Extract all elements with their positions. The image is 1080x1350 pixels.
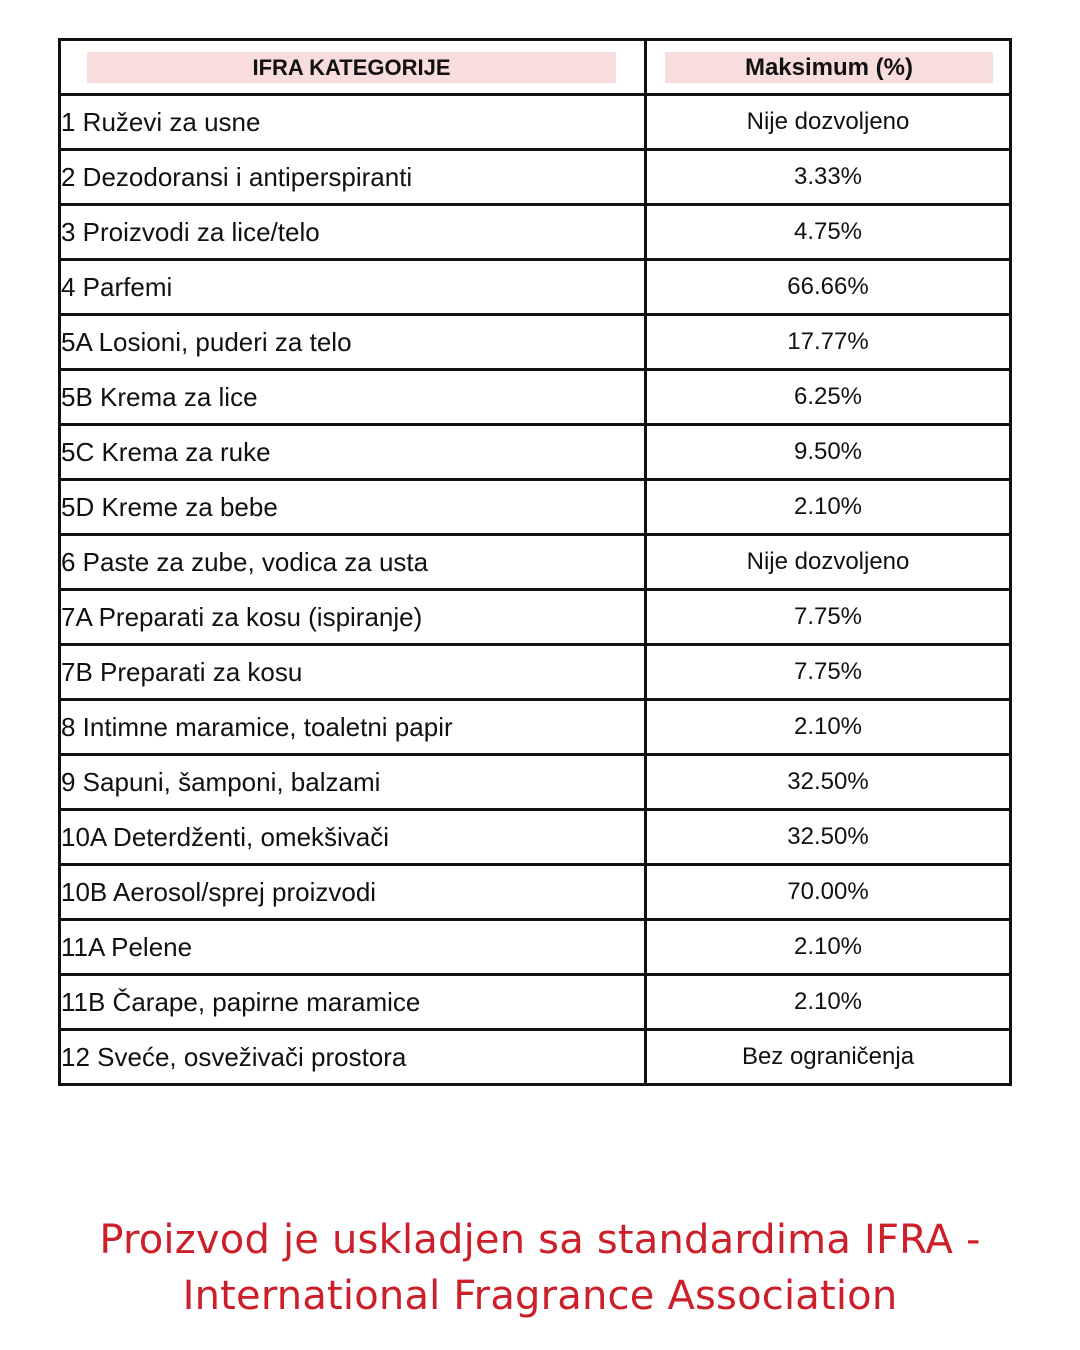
category-cell: 6 Paste za zube, vodica za usta xyxy=(60,535,646,590)
maximum-cell: 17.77% xyxy=(646,315,1011,370)
maximum-cell: Nije dozvoljeno xyxy=(646,95,1011,150)
category-cell: 10A Deterdženti, omekšivači xyxy=(60,810,646,865)
compliance-footer xyxy=(0,1212,1080,1324)
table-row xyxy=(60,755,1011,810)
maximum-cell: 6.25% xyxy=(646,370,1011,425)
table-row xyxy=(60,480,1011,535)
table-row xyxy=(60,1030,1011,1085)
table-row xyxy=(60,975,1011,1030)
maximum-cell: 2.10% xyxy=(646,700,1011,755)
category-cell: 12 Sveće, osveživači prostora xyxy=(60,1030,646,1085)
table-row xyxy=(60,865,1011,920)
table-row xyxy=(60,370,1011,425)
table-row xyxy=(60,590,1011,645)
maximum-cell: 32.50% xyxy=(646,755,1011,810)
maximum-cell: 3.33% xyxy=(646,150,1011,205)
ifra-table xyxy=(58,38,1012,1086)
maximum-cell: 70.00% xyxy=(646,865,1011,920)
table-row xyxy=(60,700,1011,755)
category-cell: 4 Parfemi xyxy=(60,260,646,315)
maximum-cell: 66.66% xyxy=(646,260,1011,315)
maximum-cell: 2.10% xyxy=(646,975,1011,1030)
category-cell: 7A Preparati za kosu (ispiranje) xyxy=(60,590,646,645)
maximum-cell: 4.75% xyxy=(646,205,1011,260)
table-row xyxy=(60,260,1011,315)
table-row xyxy=(60,535,1011,590)
table-row xyxy=(60,810,1011,865)
table-row xyxy=(60,205,1011,260)
header-maximum-cell xyxy=(646,40,1011,95)
header-maximum-label: Maksimum (%) xyxy=(665,52,993,83)
table-row xyxy=(60,95,1011,150)
table-row xyxy=(60,920,1011,975)
footer-line-2: International Fragrance Association xyxy=(182,1273,898,1319)
category-cell: 5B Krema za lice xyxy=(60,370,646,425)
maximum-cell: 32.50% xyxy=(646,810,1011,865)
category-cell: 8 Intimne maramice, toaletni papir xyxy=(60,700,646,755)
maximum-cell: 2.10% xyxy=(646,920,1011,975)
footer-line-1: Proizvod je uskladjen sa standardima IFRA - xyxy=(99,1217,981,1263)
header-category-cell xyxy=(60,40,646,95)
maximum-cell: 9.50% xyxy=(646,425,1011,480)
category-cell: 11A Pelene xyxy=(60,920,646,975)
category-cell: 9 Sapuni, šamponi, balzami xyxy=(60,755,646,810)
table-row xyxy=(60,645,1011,700)
table-row xyxy=(60,425,1011,480)
maximum-cell: 7.75% xyxy=(646,590,1011,645)
maximum-cell: Bez ograničenja xyxy=(646,1030,1011,1085)
category-cell: 1 Ruževi za usne xyxy=(60,95,646,150)
maximum-cell: 2.10% xyxy=(646,480,1011,535)
table-row xyxy=(60,150,1011,205)
category-cell: 5C Krema za ruke xyxy=(60,425,646,480)
maximum-cell: Nije dozvoljeno xyxy=(646,535,1011,590)
category-cell: 7B Preparati za kosu xyxy=(60,645,646,700)
category-cell: 10B Aerosol/sprej proizvodi xyxy=(60,865,646,920)
table-row xyxy=(60,315,1011,370)
category-cell: 2 Dezodoransi i antiperspiranti xyxy=(60,150,646,205)
category-cell: 5D Kreme za bebe xyxy=(60,480,646,535)
table-header-row xyxy=(60,40,1011,95)
header-category-label: IFRA KATEGORIJE xyxy=(87,52,616,83)
category-cell: 3 Proizvodi za lice/telo xyxy=(60,205,646,260)
category-cell: 11B Čarape, papirne maramice xyxy=(60,975,646,1030)
maximum-cell: 7.75% xyxy=(646,645,1011,700)
category-cell: 5A Losioni, puderi za telo xyxy=(60,315,646,370)
